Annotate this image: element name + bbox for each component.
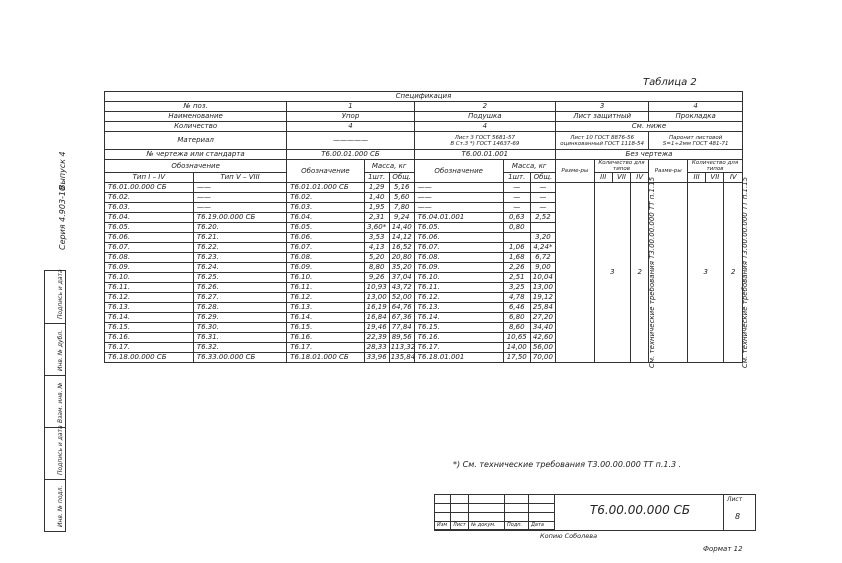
material-label: Материал — [105, 132, 287, 150]
table-cell: Т6.17. — [105, 343, 194, 353]
table-cell: Т6.02. — [105, 193, 194, 203]
type-col-3c: IV — [631, 173, 649, 183]
table-cell: Т6.10. — [287, 273, 364, 283]
table-cell: Т6.17. — [414, 343, 503, 353]
footnote: *) См. технические требования Т3.00.00.000 ТТ п.1.3 . — [453, 460, 682, 469]
table-cell: 14,00 — [503, 343, 530, 353]
table-cell: — — [530, 203, 555, 213]
table-cell: 3,60* — [364, 223, 389, 233]
table-cell: Т6.32. — [193, 343, 286, 353]
table-cell: 4,24* — [530, 243, 555, 253]
table-cell: 0,80 — [503, 223, 530, 233]
revision-cell — [505, 504, 529, 513]
mass-header-2: Масса, кг — [503, 160, 555, 173]
table-cell: Т6.08. — [414, 253, 503, 263]
drawing-label: № чертежа или стандарта — [105, 150, 287, 160]
table-cell: 1,95 — [364, 203, 389, 213]
table-cell: — — [530, 183, 555, 193]
side-stamp — [44, 270, 66, 532]
issue-label: Выпуск 4 — [58, 151, 67, 190]
table-cell: —— — [193, 203, 286, 213]
table-cell: 6,80 — [503, 313, 530, 323]
table-cell: Т6.09. — [105, 263, 194, 273]
table-cell: 25,84 — [530, 303, 555, 313]
sheet-box — [723, 495, 754, 530]
table-cell: 13,00 — [530, 283, 555, 293]
specification-table — [104, 91, 750, 369]
table-cell — [530, 223, 555, 233]
document-code: Т6.00.00.000 СБ — [589, 503, 691, 517]
table-cell: 1,29 — [364, 183, 389, 193]
table-cell: 135,84 — [390, 353, 416, 361]
name-4: Прокладка — [649, 112, 743, 122]
table-cell: Т6.10. — [414, 273, 503, 283]
rev-hdr-date: Дата — [531, 522, 544, 528]
table-cell: —— — [414, 203, 503, 213]
material-4: Паронит листовой S=1÷2мм ГОСТ 481-71 — [649, 132, 743, 150]
table-cell — [503, 233, 530, 243]
table-cell: 3,53 — [364, 233, 389, 243]
table-cell: 77,84 — [389, 323, 414, 333]
table-cell: Т6.33.00.000 СБ — [193, 353, 286, 363]
qty-34: См. ниже — [555, 122, 742, 132]
table-cell: 37,04 — [389, 273, 414, 283]
table-cell: 9,24 — [389, 213, 414, 223]
designation-header: Обозначение — [105, 160, 287, 173]
table-cell: Т6.06. — [105, 233, 194, 243]
qty-1: 4 — [287, 122, 415, 132]
sheet-number: 8 — [735, 512, 741, 521]
table-cell: 1,68 — [503, 253, 530, 263]
table-cell: Т6.20. — [193, 223, 286, 233]
name-1: Упор — [287, 112, 415, 122]
material-2: Лист 3 ГОСТ 5681-57 В Ст.3 *) ГОСТ 14637-69 — [414, 132, 555, 150]
table-cell: —— — [414, 193, 503, 203]
table-cell: Т6.08. — [287, 253, 364, 263]
table-cell: 6,72 — [530, 253, 555, 263]
pos-2: 2 — [414, 102, 555, 112]
table-cell: Т6.05. — [414, 223, 503, 233]
table-cell: 35,20 — [389, 263, 414, 273]
table-cell: 42,60 — [530, 333, 555, 343]
rev-hdr-doc: № докум. — [471, 522, 496, 528]
revision-cell — [505, 495, 529, 504]
table-cell: 1,40 — [364, 193, 389, 203]
side-label-3: Взам. инв. № — [57, 382, 64, 423]
type-col-4c: IV — [724, 173, 743, 183]
table-cell: 0,63 — [503, 213, 530, 223]
side-divider — [45, 479, 65, 480]
table-cell: Т6.05. — [287, 223, 364, 233]
table-cell: Т6.25. — [193, 273, 286, 283]
table-cell: Т6.14. — [414, 313, 503, 323]
table-cell: 16,19 — [364, 303, 389, 313]
table-cell: 20,80 — [389, 253, 414, 263]
table-cell: Т6.21. — [193, 233, 286, 243]
table-cell: 5,60 — [389, 193, 414, 203]
table-cell: Т6.01.01.000 СБ — [287, 183, 364, 193]
table-cell: —— — [414, 183, 503, 193]
table-cell: Т6.12. — [105, 293, 194, 303]
table-cell: Т6.16. — [287, 333, 364, 343]
material-1: ————— — [287, 132, 415, 150]
pos-3: 3 — [555, 102, 648, 112]
table-cell: 10,04 — [530, 273, 555, 283]
table-cell: Т6.18.01.000 СБ — [287, 353, 364, 363]
table-cell: Т6.13. — [105, 303, 194, 313]
table-cell: Т6.06. — [414, 233, 503, 243]
count-header-3: Количество для типов — [594, 160, 649, 173]
sizes-header-4: Разме-ры — [649, 160, 688, 183]
one-header-2: 1шт. — [503, 173, 530, 183]
table-cell: Т6.07. — [414, 243, 503, 253]
table-cell: 16,52 — [389, 243, 414, 253]
table-cell: 27,20 — [530, 313, 555, 323]
designation-header-1: Обозначение — [287, 160, 364, 183]
table-cell: 2,51 — [503, 273, 530, 283]
sizes-note-4: См. технические требования Т3.00.00.000 ТТ п.1.15 — [649, 183, 688, 363]
name-label: Наименование — [105, 112, 287, 122]
revision-cell — [451, 495, 469, 504]
side-label-1: Инв. № подл. — [57, 485, 64, 527]
name-3: Лист защитный — [555, 112, 648, 122]
revision-cell — [469, 504, 505, 513]
pos-4: 4 — [649, 102, 743, 112]
table-cell: Т6.07. — [287, 243, 364, 253]
table-cell: 9,26 — [364, 273, 389, 283]
drawing-2: Т6.00.01.001 — [414, 150, 555, 160]
count-value-4b: 2 — [724, 183, 743, 363]
table-cell: Т6.09. — [414, 263, 503, 273]
table-cell: Т6.09. — [287, 263, 364, 273]
table-cell: 19,12 — [530, 293, 555, 303]
type-col-4a: III — [688, 173, 706, 183]
name-2: Подушка — [414, 112, 555, 122]
table-cell: Т6.05. — [105, 223, 194, 233]
table-cell: — — [503, 203, 530, 213]
table-cell: —— — [193, 183, 286, 193]
type-col-3a: III — [594, 173, 612, 183]
revision-cell — [435, 504, 451, 513]
title-block — [434, 494, 756, 531]
table-cell: 22,39 — [364, 333, 389, 343]
table-row — [105, 183, 743, 193]
table-cell: 13,00 — [364, 293, 389, 303]
table-cell: Т6.07. — [105, 243, 194, 253]
table-cell: Т6.13. — [414, 303, 503, 313]
pos-1: 1 — [287, 102, 415, 112]
table-cell: 10,93 — [364, 283, 389, 293]
table-cell: 113,32 — [390, 343, 416, 351]
table-cell: 9,00 — [530, 263, 555, 273]
table-cell: Т6.16. — [414, 333, 503, 343]
table-cell: Т6.08. — [105, 253, 194, 263]
table-cell: Т6.11. — [105, 283, 194, 293]
table-cell: Т6.02. — [287, 193, 364, 203]
table-cell: Т6.04. — [287, 213, 364, 223]
revision-cell — [469, 495, 505, 504]
table-cell: 19,46 — [364, 323, 389, 333]
table-cell: — — [503, 183, 530, 193]
type-col-4b: VII — [706, 173, 724, 183]
table-cell: 89,56 — [389, 333, 414, 343]
table-cell: Т6.19.00.000 СБ — [193, 213, 286, 223]
side-divider — [45, 375, 65, 376]
table-cell: 5,20 — [364, 253, 389, 263]
table-cell: 16,84 — [364, 313, 389, 323]
series-label: Серия 4.903-10 — [58, 185, 67, 250]
table-cell: Т6.31. — [193, 333, 286, 343]
side-divider — [45, 323, 65, 324]
table-cell: —— — [193, 193, 286, 203]
table-cell: 8,80 — [364, 263, 389, 273]
one-header-1: 1шт. — [364, 173, 389, 183]
table-cell: 52,00 — [389, 293, 414, 303]
count-header-4: Количество для типов — [688, 160, 743, 173]
rev-hdr-sign: Подп. — [507, 522, 523, 528]
table-cell: 3,25 — [503, 283, 530, 293]
pos-label: № поз. — [105, 102, 287, 112]
table-cell: 14,12 — [389, 233, 414, 243]
side-label-2: Подпись и дата — [57, 425, 64, 475]
type1-header: Тип I – IV — [105, 173, 194, 183]
table-cell: Т6.24. — [193, 263, 286, 273]
mass-header-1: Масса, кг — [364, 160, 414, 173]
table-cell: Т6.14. — [105, 313, 194, 323]
revision-cell — [451, 504, 469, 513]
revision-cell — [529, 513, 555, 522]
drawing-34: Без чертежа — [555, 150, 742, 160]
table-cell: 7,80 — [389, 203, 414, 213]
table-cell: Т6.04.01.001 — [414, 213, 503, 223]
table-cell: Т6.27. — [193, 293, 286, 303]
table-cell: 2,31 — [364, 213, 389, 223]
total-header-2: Общ. — [530, 173, 555, 183]
table-cell: Т6.16. — [105, 333, 194, 343]
table-cell: Т6.13. — [287, 303, 364, 313]
table-cell: 34,40 — [530, 323, 555, 333]
table-cell: 17,50 — [503, 353, 530, 363]
table-cell: Т6.15. — [414, 323, 503, 333]
table-cell: 5,16 — [389, 183, 414, 193]
rev-hdr-list: Лист — [453, 522, 466, 528]
table-cell: Т6.10. — [105, 273, 194, 283]
type2-header: Тип V – VIII — [193, 173, 286, 183]
table-cell: Т6.11. — [414, 283, 503, 293]
table-cell: Т6.01.00.000 СБ — [105, 183, 194, 193]
table-cell: 4,78 — [503, 293, 530, 303]
table-cell: Т6.14. — [287, 313, 364, 323]
table-cell: Т6.17. — [287, 343, 364, 353]
table-cell: Т6.22. — [193, 243, 286, 253]
count-value-3a: 3 — [594, 183, 630, 363]
table-cell: Т6.18.00.000 СБ — [105, 353, 194, 363]
table-cell: Т6.29. — [193, 313, 286, 323]
table-cell: Т6.26. — [193, 283, 286, 293]
revision-cell — [505, 513, 529, 522]
total-header-1: Общ. — [389, 173, 414, 183]
sizes-note-3: См. технические требования Т3.00.00.000 ТТ п.1.15 — [555, 183, 594, 363]
count-value-4a: 3 — [688, 183, 724, 363]
table-cell: Т6.28. — [193, 303, 286, 313]
revision-cell — [435, 513, 451, 522]
revision-cell — [529, 504, 555, 513]
table-cell: Т6.23. — [193, 253, 286, 263]
table-caption: Таблица 2 — [643, 77, 697, 88]
revision-cell — [435, 495, 451, 504]
type-col-3b: VII — [612, 173, 630, 183]
table-cell: 6,46 — [503, 303, 530, 313]
sizes-header-3: Разме-ры — [555, 160, 594, 183]
table-cell: 2,52 — [530, 213, 555, 223]
table-cell: Т6.18.01.001 — [414, 353, 503, 363]
revision-cell — [469, 513, 505, 522]
revision-cell — [451, 513, 469, 522]
table-cell: 43,72 — [389, 283, 414, 293]
table-cell: 64,76 — [389, 303, 414, 313]
table-cell: Т6.15. — [105, 323, 194, 333]
table-cell: Т6.06. — [287, 233, 364, 243]
table-cell: Т6.12. — [414, 293, 503, 303]
table-cell: 56,00 — [530, 343, 555, 353]
table-cell: 4,13 — [364, 243, 389, 253]
table-cell: 28,33 — [364, 343, 389, 353]
table-cell: 14,40 — [389, 223, 414, 233]
table-cell: Т6.11. — [287, 283, 364, 293]
table-cell: 1,06 — [503, 243, 530, 253]
table-cell: 2,26 — [503, 263, 530, 273]
qty-2: 4 — [414, 122, 555, 132]
count-value-3b: 2 — [631, 183, 649, 363]
table-cell: — — [503, 193, 530, 203]
sheet-label: Лист — [727, 496, 743, 503]
table-cell: Т6.03. — [287, 203, 364, 213]
qty-label: Количество — [105, 122, 287, 132]
side-label-5: Подпись и дата — [57, 269, 64, 319]
rev-hdr-izm: Изм — [437, 522, 448, 528]
table-cell: Т6.04. — [105, 213, 194, 223]
table-cell: 70,00 — [530, 353, 555, 363]
table-cell: 33,96 — [364, 353, 389, 363]
table-cell: Т6.30. — [193, 323, 286, 333]
table-cell: Т6.12. — [287, 293, 364, 303]
side-label-4: Инв. № дубл. — [57, 329, 64, 371]
table-title: Спецификация — [105, 92, 743, 102]
format-label: Формат 12 — [703, 545, 743, 553]
table-cell: 67,36 — [389, 313, 414, 323]
table-cell: 8,60 — [503, 323, 530, 333]
revision-cell — [529, 495, 555, 504]
table-cell: 3,20 — [530, 233, 555, 243]
designation-header-2: Обозначение — [414, 160, 503, 183]
table-cell: Т6.03. — [105, 203, 194, 213]
material-3: Лист 10 ГОСТ 8876-56 оцинкованный ГОСТ 1118-54 — [555, 132, 648, 150]
drawing-1: Т6.00.01.000 СБ — [287, 150, 415, 160]
table-cell: 10,65 — [503, 333, 530, 343]
copier-note: Копию Соболева — [540, 532, 598, 540]
table-cell: — — [530, 193, 555, 203]
table-cell: Т6.15. — [287, 323, 364, 333]
